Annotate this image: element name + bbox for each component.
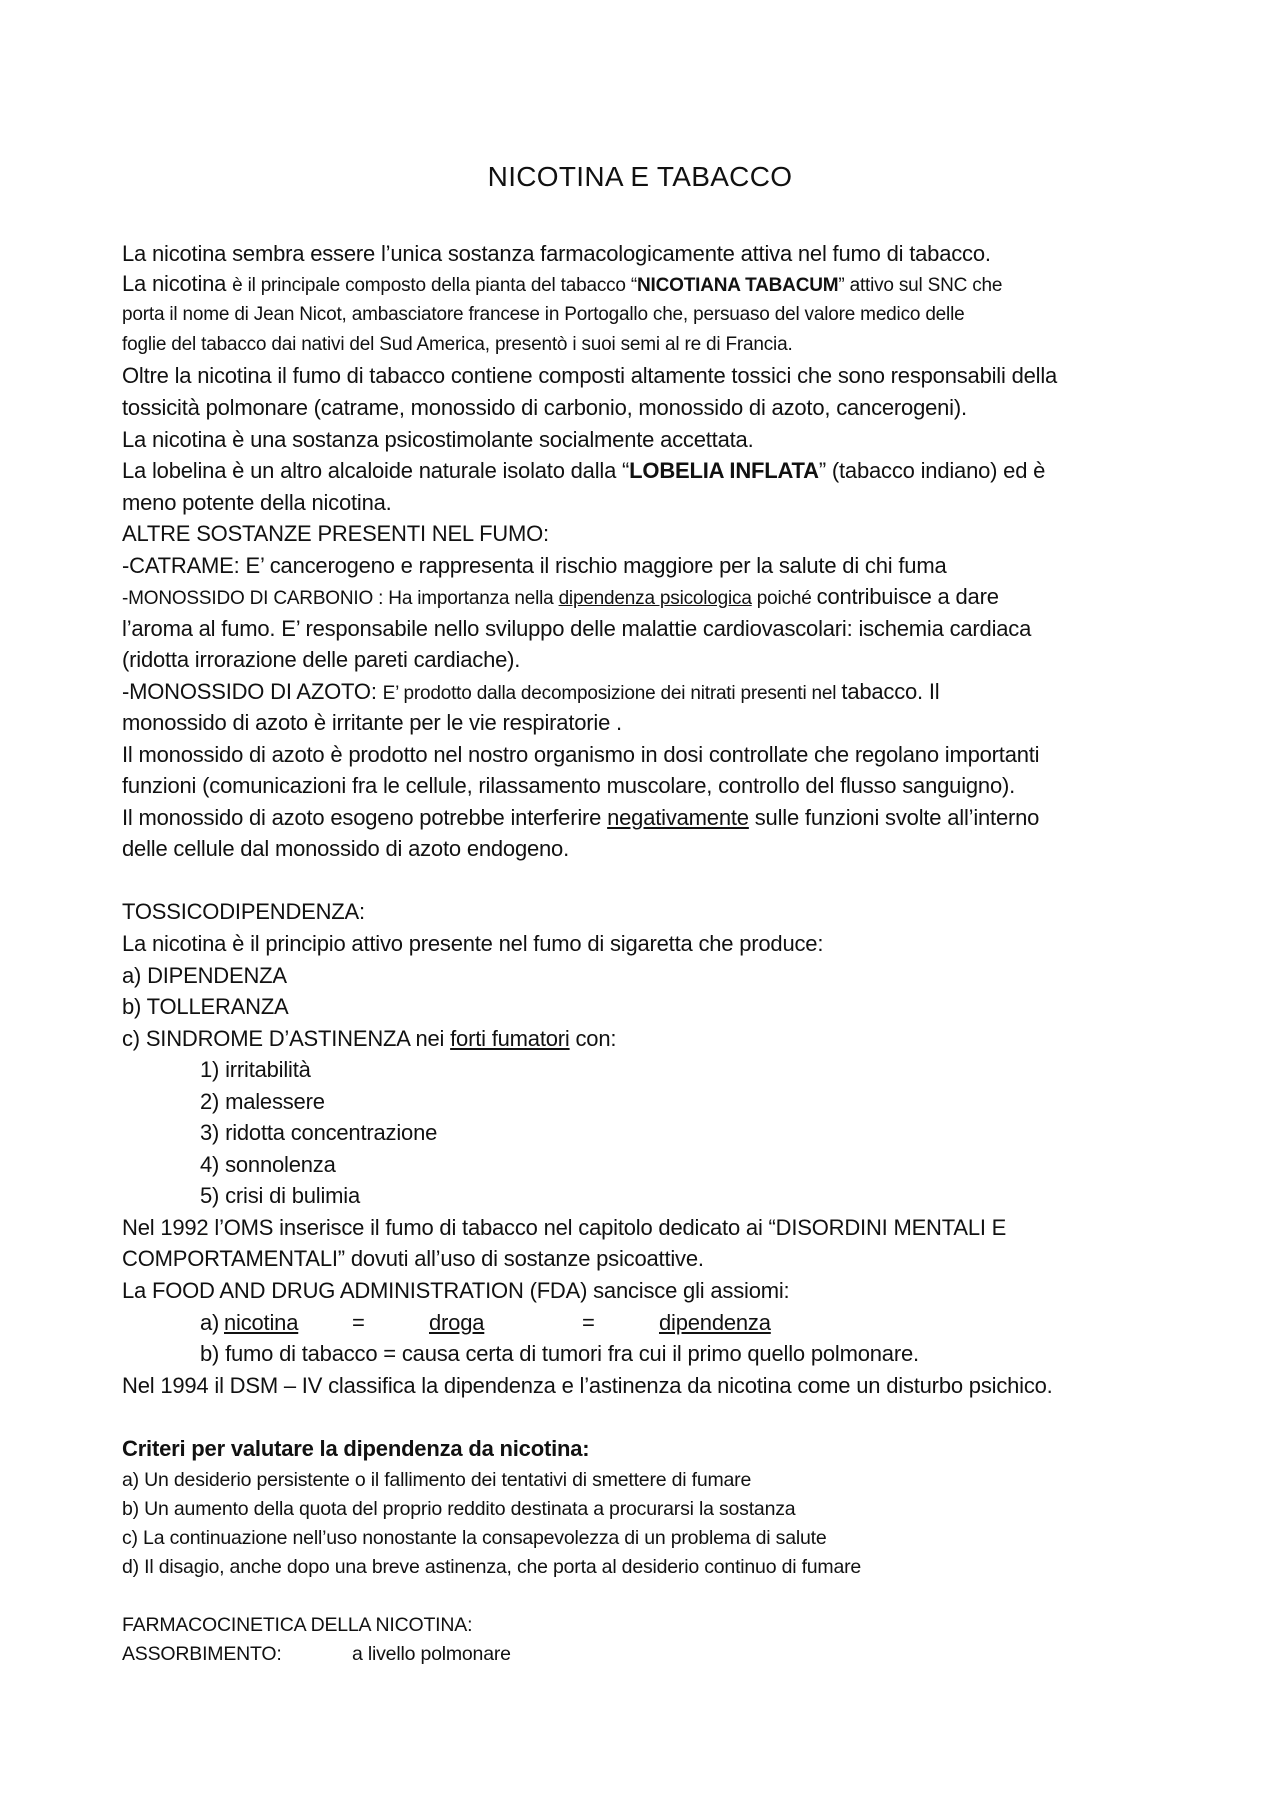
text-span: E’ prodotto dalla decomposizione dei nitrati presenti nel <box>382 683 842 704</box>
axiom-term-nicotina: nicotina <box>224 1310 299 1335</box>
text-span: Il monossido di azoto esogeno potrebbe interferire <box>122 805 608 830</box>
assorbimento-row <box>122 1640 722 1668</box>
dsm-line: Nel 1994 il DSM – IV classifica la dipendenza e l’astinenza da nicotina come un disturbo psichico. <box>122 1373 1053 1398</box>
no-line-6: delle cellule dal monossido di azoto endogeno. <box>122 836 570 861</box>
underlined-term: negativamente <box>607 805 749 830</box>
text-span: ” attivo sul SNC che <box>838 275 1003 296</box>
no-line-5 <box>122 804 1039 832</box>
intro-line-1: La nicotina sembra essere l’unica sostanza farmacologicamente attiva nel fumo di tabacco. <box>122 241 991 266</box>
bold-term: NICOTIANA TABACUM <box>637 275 839 296</box>
intro-line-4: foglie del tabacco dai nativi del Sud America, presentò i suoi semi al re di Francia. <box>122 334 793 355</box>
underlined-term: dipendenza psicologica <box>558 588 752 609</box>
intro-line-2 <box>122 270 1002 300</box>
oms-line-1: Nel 1992 l’OMS inserisce il fumo di tabacco nel capitolo dedicato ai “DISORDINI MENTALI E <box>122 1215 1007 1240</box>
effect-item-a: a) DIPENDENZA <box>122 963 287 988</box>
axiom-equals: = <box>582 1310 595 1335</box>
section-heading-altre-sostanze: ALTRE SOSTANZE PRESENTI NEL FUMO: <box>122 521 549 546</box>
symptom-item: 4) sonnolenza <box>200 1152 336 1177</box>
text-span: con: <box>569 1026 617 1051</box>
axiom-prefix: a) <box>200 1310 220 1335</box>
co-line-1 <box>122 583 999 613</box>
no-line-3: Il monossido di azoto è prodotto nel nostro organismo in dosi controllate che regolano importanti <box>122 742 1040 767</box>
symptom-item: 1) irritabilità <box>200 1057 311 1082</box>
criterion-item: d) Il disagio, anche dopo una breve astinenza, che porta al desiderio continuo di fumare <box>122 1556 862 1578</box>
co-line-2: l’aroma al fumo. E’ responsabile nello sviluppo delle malattie cardiovascolari: ischemia cardiaca <box>122 616 1032 641</box>
axiom-term-dipendenza: dipendenza <box>659 1310 771 1335</box>
text-span: ” (tabacco indiano) ed è <box>818 458 1046 483</box>
effect-item-b: b) TOLLERANZA <box>122 994 289 1019</box>
text-span: -MONOSSIDO DI CARBONIO : Ha importanza nella <box>122 588 559 609</box>
co-line-3: (ridotta irrorazione delle pareti cardiache). <box>122 647 521 672</box>
oms-line-2: COMPORTAMENTALI” dovuti all’uso di sostanze psicoattive. <box>122 1246 704 1271</box>
section-heading-tossicodipendenza: TOSSICODIPENDENZA: <box>122 899 365 924</box>
text-span: è il principale composto della pianta del tabacco “ <box>232 275 638 296</box>
no-line-1 <box>122 678 940 708</box>
symptom-item: 5) crisi di bulimia <box>200 1183 361 1208</box>
tossicodipendenza-intro: La nicotina è il principio attivo presente nel fumo di sigaretta che produce: <box>122 931 824 956</box>
text-span: -MONOSSIDO DI AZOTO: <box>122 679 383 704</box>
intro-line-3: porta il nome di Jean Nicot, ambasciatore francese in Portogallo che, persuaso del valore medico delle <box>122 304 965 325</box>
text-span: contribuisce a dare <box>816 584 999 609</box>
axiom-a <box>200 1309 900 1337</box>
text-span: La lobelina è un altro alcaloide naturale isolato dalla “ <box>122 458 630 483</box>
no-line-2: monossido di azoto è irritante per le vie respiratorie . <box>122 710 622 735</box>
section-heading-criteri: Criteri per valutare la dipendenza da nicotina: <box>122 1436 590 1461</box>
intro-line-6: tossicità polmonare (catrame, monossido di carbonio, monossido di azoto, cancerogeni). <box>122 395 967 420</box>
intro-line-5: Oltre la nicotina il fumo di tabacco contiene composti altamente tossici che sono responsabili della <box>122 363 1058 388</box>
symptom-item: 3) ridotta concentrazione <box>200 1120 438 1145</box>
intro-line-8 <box>122 457 1045 485</box>
intro-line-9: meno potente della nicotina. <box>122 490 392 515</box>
fda-line: La FOOD AND DRUG ADMINISTRATION (FDA) sancisce gli assiomi: <box>122 1278 790 1303</box>
effect-item-c <box>122 1025 616 1053</box>
page-title: NICOTINA E TABACCO <box>487 161 793 192</box>
bold-term: LOBELIA INFLATA <box>629 458 819 483</box>
intro-line-7: La nicotina è una sostanza psicostimolante socialmente accettata. <box>122 427 754 452</box>
text-span: poiché <box>751 588 817 609</box>
axiom-equals: = <box>352 1310 365 1335</box>
assorbimento-label: ASSORBIMENTO: <box>122 1643 282 1665</box>
criterion-item: c) La continuazione nell’uso nonostante la consapevolezza di un problema di salute <box>122 1527 827 1549</box>
axiom-b: b) fumo di tabacco = causa certa di tumori fra cui il primo quello polmonare. <box>200 1341 919 1366</box>
text-span: c) SINDROME D’ASTINENZA nei <box>122 1026 451 1051</box>
symptom-item: 2) malessere <box>200 1089 325 1114</box>
text-span: tabacco. Il <box>841 679 940 704</box>
criterion-item: a) Un desiderio persistente o il fallimento dei tentativi di smettere di fumare <box>122 1469 752 1491</box>
assorbimento-value: a livello polmonare <box>352 1643 511 1665</box>
criterion-item: b) Un aumento della quota del proprio reddito destinata a procurarsi la sostanza <box>122 1498 796 1520</box>
no-line-4: funzioni (comunicazioni fra le cellule, rilassamento muscolare, controllo del flusso sanguigno). <box>122 773 1016 798</box>
text-span: La nicotina <box>122 271 233 296</box>
axiom-term-droga: droga <box>429 1310 485 1335</box>
text-span: sulle funzioni svolte all’interno <box>748 805 1040 830</box>
underlined-term: forti fumatori <box>450 1026 570 1051</box>
catrame-line: -CATRAME: E’ cancerogeno e rappresenta il rischio maggiore per la salute di chi fuma <box>122 553 947 578</box>
section-heading-farmacocinetica: FARMACOCINETICA DELLA NICOTINA: <box>122 1614 473 1636</box>
